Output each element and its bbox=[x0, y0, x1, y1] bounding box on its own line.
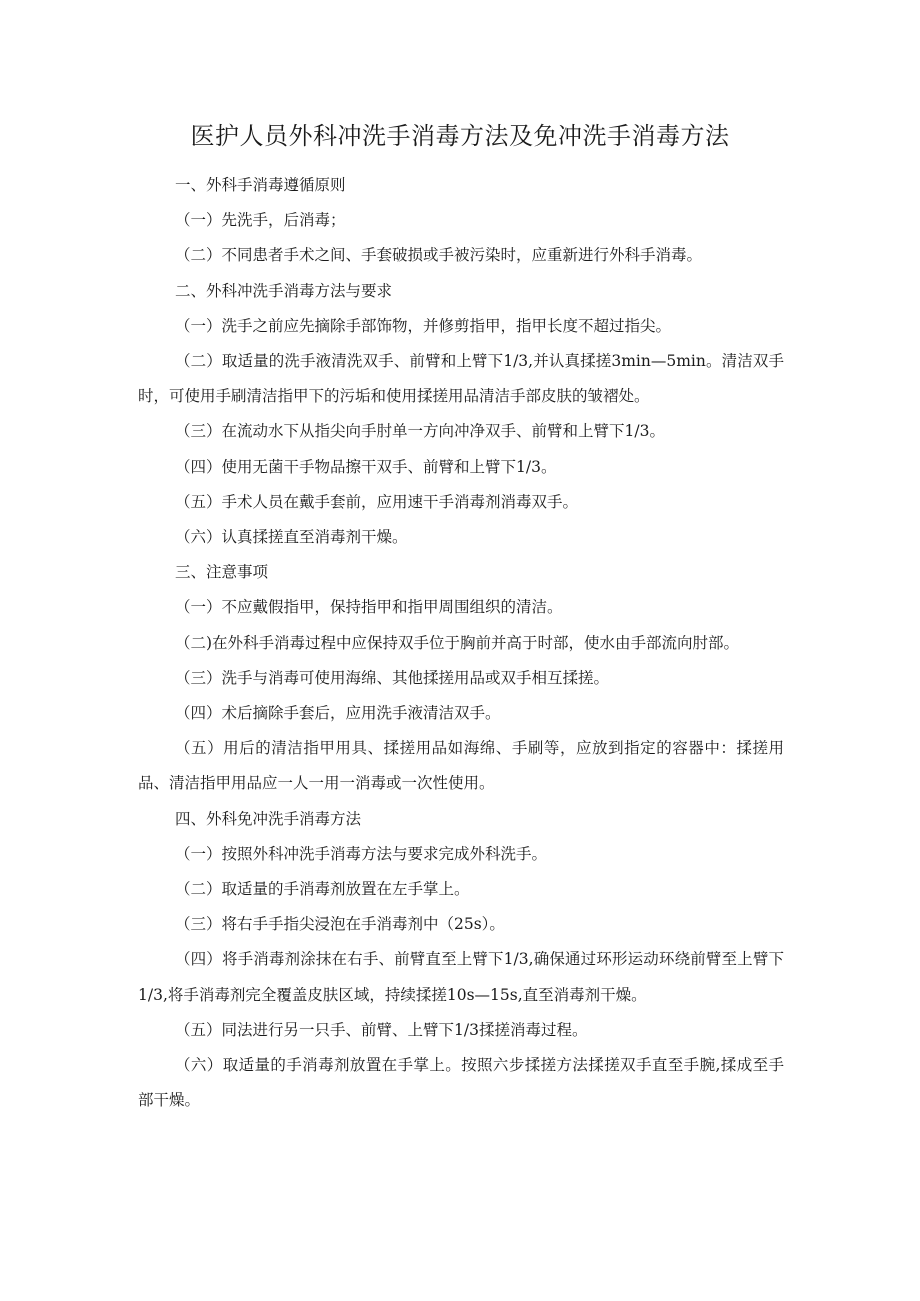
paragraph: （五）用后的清洁指甲用具、揉搓用品如海绵、手刷等，应放到指定的容器中：揉搓用品、清洁指甲用品应一人一用一消毒或一次性使用。 bbox=[138, 739, 784, 793]
document-body bbox=[138, 168, 784, 1118]
section-no-rinse-method bbox=[138, 802, 784, 1119]
section-principles bbox=[138, 168, 784, 274]
paragraph: （四）将手消毒剂涂抹在右手、前臂直至上臂下1/3,确保通过环形运动环绕前臂至上臂下1/3,将手消毒剂完全覆盖皮肤区域，持续揉搓10s—15s,直至消毒剂干燥。 bbox=[138, 950, 784, 1004]
paragraph: （五）同法进行另一只手、前臂、上臂下1/3揉搓消毒过程。 bbox=[175, 1020, 588, 1039]
paragraph: （二）取适量的手消毒剂放置在左手掌上。 bbox=[175, 880, 470, 899]
section-heading: 二、外科冲洗手消毒方法与要求 bbox=[175, 281, 393, 300]
paragraph: （一）洗手之前应先摘除手部饰物，并修剪指甲，指甲长度不超过指尖。 bbox=[175, 316, 672, 335]
section-rinse-method bbox=[138, 274, 784, 556]
paragraph: （一）先洗手，后消毒； bbox=[175, 211, 346, 230]
page-title: 医护人员外科冲洗手消毒方法及免冲洗手消毒方法 bbox=[190, 122, 730, 150]
section-heading: 四、外科免冲洗手消毒方法 bbox=[175, 809, 362, 828]
paragraph: （二）取适量的洗手液清洗双手、前臂和上臂下1/3,并认真揉搓3min—5min。清洁双手时，可使用手刷清洁指甲下的污垢和使用揉搓用品清洁手部皮肤的皱褶处。 bbox=[138, 352, 784, 406]
paragraph: （五）手术人员在戴手套前，应用速干手消毒剂消毒双手。 bbox=[175, 492, 579, 511]
section-heading: 一、外科手消毒遵循原则 bbox=[175, 176, 346, 194]
paragraph: （六）取适量的手消毒剂放置在手掌上。按照六步揉搓方法揉搓双手直至手腕,揉成至手部干燥。 bbox=[138, 1056, 784, 1110]
paragraph: （三）在流动水下从指尖向手肘单一方向冲净双手、前臂和上臂下1/3。 bbox=[175, 422, 665, 441]
section-heading: 三、注意事项 bbox=[175, 563, 269, 582]
paragraph: （三）洗手与消毒可使用海绵、其他揉搓用品或双手相互揉搓。 bbox=[175, 668, 610, 687]
paragraph: （三）将右手手指尖浸泡在手消毒剂中（25s）。 bbox=[175, 915, 505, 934]
paragraph: （一）不应戴假指甲，保持指甲和指甲周围组织的清洁。 bbox=[175, 598, 563, 617]
paragraph: （六）认真揉搓直至消毒剂干燥。 bbox=[175, 528, 408, 547]
paragraph: （四）使用无菌干手物品擦干双手、前臂和上臂下1/3。 bbox=[175, 457, 557, 476]
section-notes bbox=[138, 555, 784, 801]
paragraph: （四）术后摘除手套后，应用洗手液清洁双手。 bbox=[175, 704, 501, 723]
paragraph: （二)在外科手消毒过程中应保持双手位于胸前并高于时部，使水由手部流向肘部。 bbox=[175, 633, 740, 652]
paragraph: （二）不同患者手术之间、手套破损或手被污染时，应重新进行外科手消毒。 bbox=[175, 246, 703, 265]
paragraph: （一）按照外科冲洗手消毒方法与要求完成外科洗手。 bbox=[175, 844, 548, 863]
